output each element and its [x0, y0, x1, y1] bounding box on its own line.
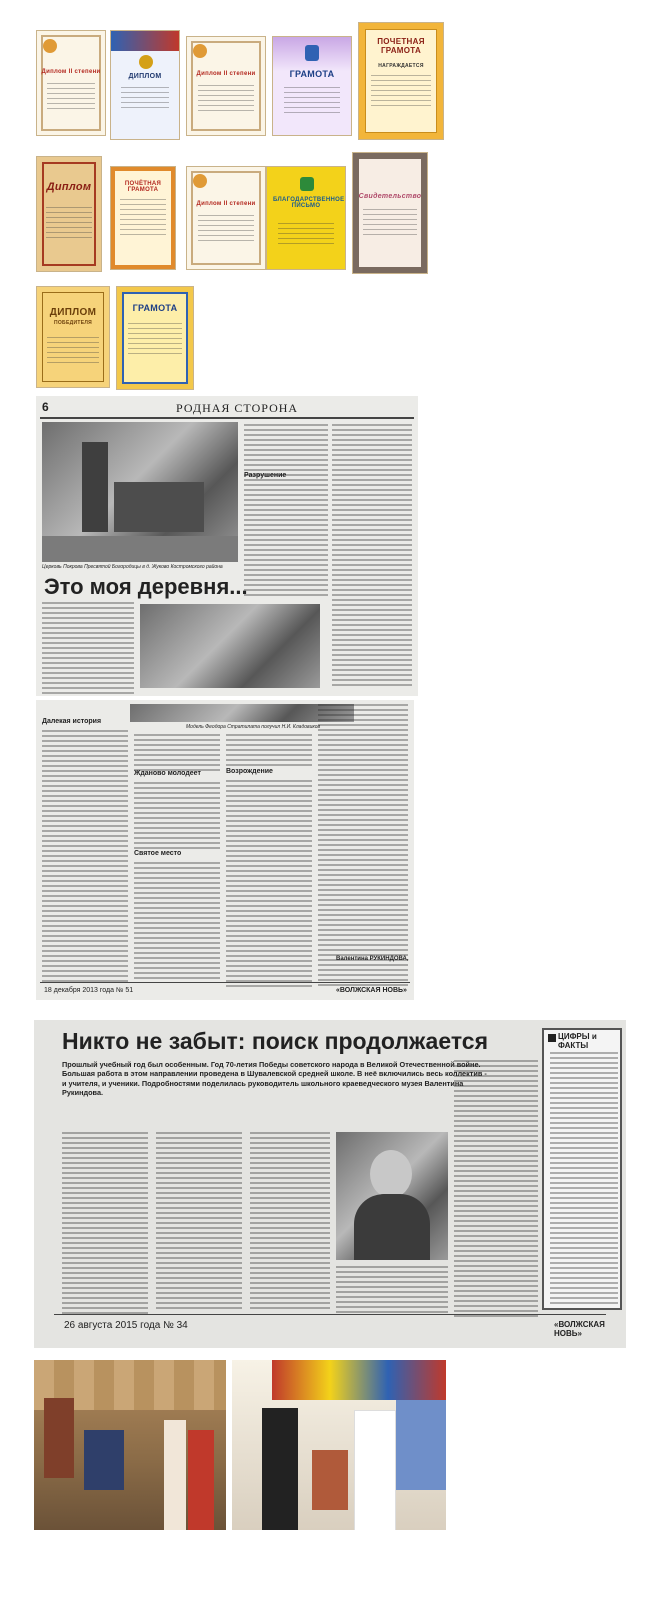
- certificate-title: Диплом II степени: [41, 69, 101, 75]
- coat-of-arms-icon: [300, 177, 314, 191]
- certificate-title: Диплом II степени: [196, 201, 256, 207]
- footer-date: 18 декабря 2013 года № 51: [44, 987, 134, 994]
- people-photo: [140, 604, 320, 688]
- footer-newspaper: «ВОЛЖСКАЯ НОВЬ»: [336, 987, 407, 994]
- headline: Никто не забыт: поиск продолжается: [62, 1028, 489, 1054]
- subheading: Жданово молодеет: [134, 770, 201, 777]
- certificate-subtitle: ПОБЕДИТЕЛЯ: [53, 320, 93, 326]
- stage-event-photo: [232, 1360, 446, 1530]
- certificate-12: [116, 286, 194, 390]
- newspaper-article-1-continued: [36, 700, 414, 1000]
- certificate-2: [110, 30, 180, 140]
- museum-photo: [34, 1360, 226, 1530]
- certificate-title: ПОЧЕТНАЯ ГРАМОТА: [377, 37, 425, 55]
- certificate-title: ПОЧЁТНАЯ ГРАМОТА: [124, 181, 162, 193]
- certificate-1: [36, 30, 106, 136]
- certificate-9: [266, 166, 346, 270]
- certificate-title: ДИПЛОМ: [128, 73, 162, 80]
- headline: Это моя деревня...: [44, 574, 248, 599]
- photo-caption: Модель Феодора Стратилата получил Н.И. Кладовиков: [186, 724, 321, 730]
- footer-date: 26 августа 2015 года № 34: [64, 1320, 188, 1331]
- certificate-title: ГРАМОТА: [132, 303, 178, 313]
- certificate-5: [358, 22, 444, 140]
- certificate-8: [186, 166, 266, 270]
- photo-caption: Церковь Покрова Пресвятой Богородицы в д. Жуково Костромского района: [42, 564, 223, 570]
- certificate-title: Диплом II степени: [196, 71, 256, 77]
- newspaper-article-2: [34, 1020, 626, 1348]
- ribbon-icon: [193, 174, 207, 188]
- certificate-11: [36, 286, 110, 388]
- certificate-title: Свидетельство: [358, 193, 422, 200]
- newspaper-article-1: [36, 396, 418, 696]
- subheading: Святое место: [134, 850, 182, 857]
- emblem-icon: [139, 55, 153, 69]
- certificate-4: [272, 36, 352, 136]
- section-title: РОДНАЯ СТОРОНА: [176, 401, 299, 415]
- church-photo: [42, 422, 238, 562]
- facts-sidebar: [542, 1028, 622, 1310]
- certificate-title: БЛАГОДАРСТВЕННОЕ ПИСЬМО: [273, 197, 345, 209]
- subheading: Возрождение: [226, 768, 273, 775]
- certificate-7: [110, 166, 176, 270]
- certificate-title: ГРАМОТА: [289, 69, 335, 79]
- page-number: 6: [42, 400, 49, 414]
- certificate-10: [352, 152, 428, 274]
- ribbon-icon: [43, 39, 57, 53]
- certificate-3: [186, 36, 266, 136]
- subheading: Далекая история: [42, 718, 102, 725]
- sidebar-title: ЦИФРЫ и ФАКТЫ: [558, 1032, 597, 1050]
- author-signature: Валентина РУКИНДОВА,: [336, 956, 409, 962]
- ribbon-icon: [193, 44, 207, 58]
- certificate-title: ДИПЛОМ: [49, 307, 97, 318]
- certificate-6: [36, 156, 102, 272]
- lead-paragraph: Прошлый учебный год был особенным. Год 70-летия Победы советского народа в Великой Отечественной войне. Большая работа в этом направлении проведена в Шувалевской средней школе. В неё включились весь коллектив - и учителя, и ученики. Подробностями поделилась руководитель школьного краеведческого музея Валентина Рукиндова.: [62, 1060, 487, 1098]
- portrait-photo: [336, 1132, 448, 1260]
- certificate-subtitle: НАГРАЖДАЕТСЯ: [378, 63, 424, 69]
- footer-newspaper: «ВОЛЖСКАЯ НОВЬ»: [554, 1320, 605, 1338]
- certificate-title: Диплом: [46, 181, 92, 193]
- subheading: Разрушение: [244, 472, 287, 479]
- coat-of-arms-icon: [305, 45, 319, 61]
